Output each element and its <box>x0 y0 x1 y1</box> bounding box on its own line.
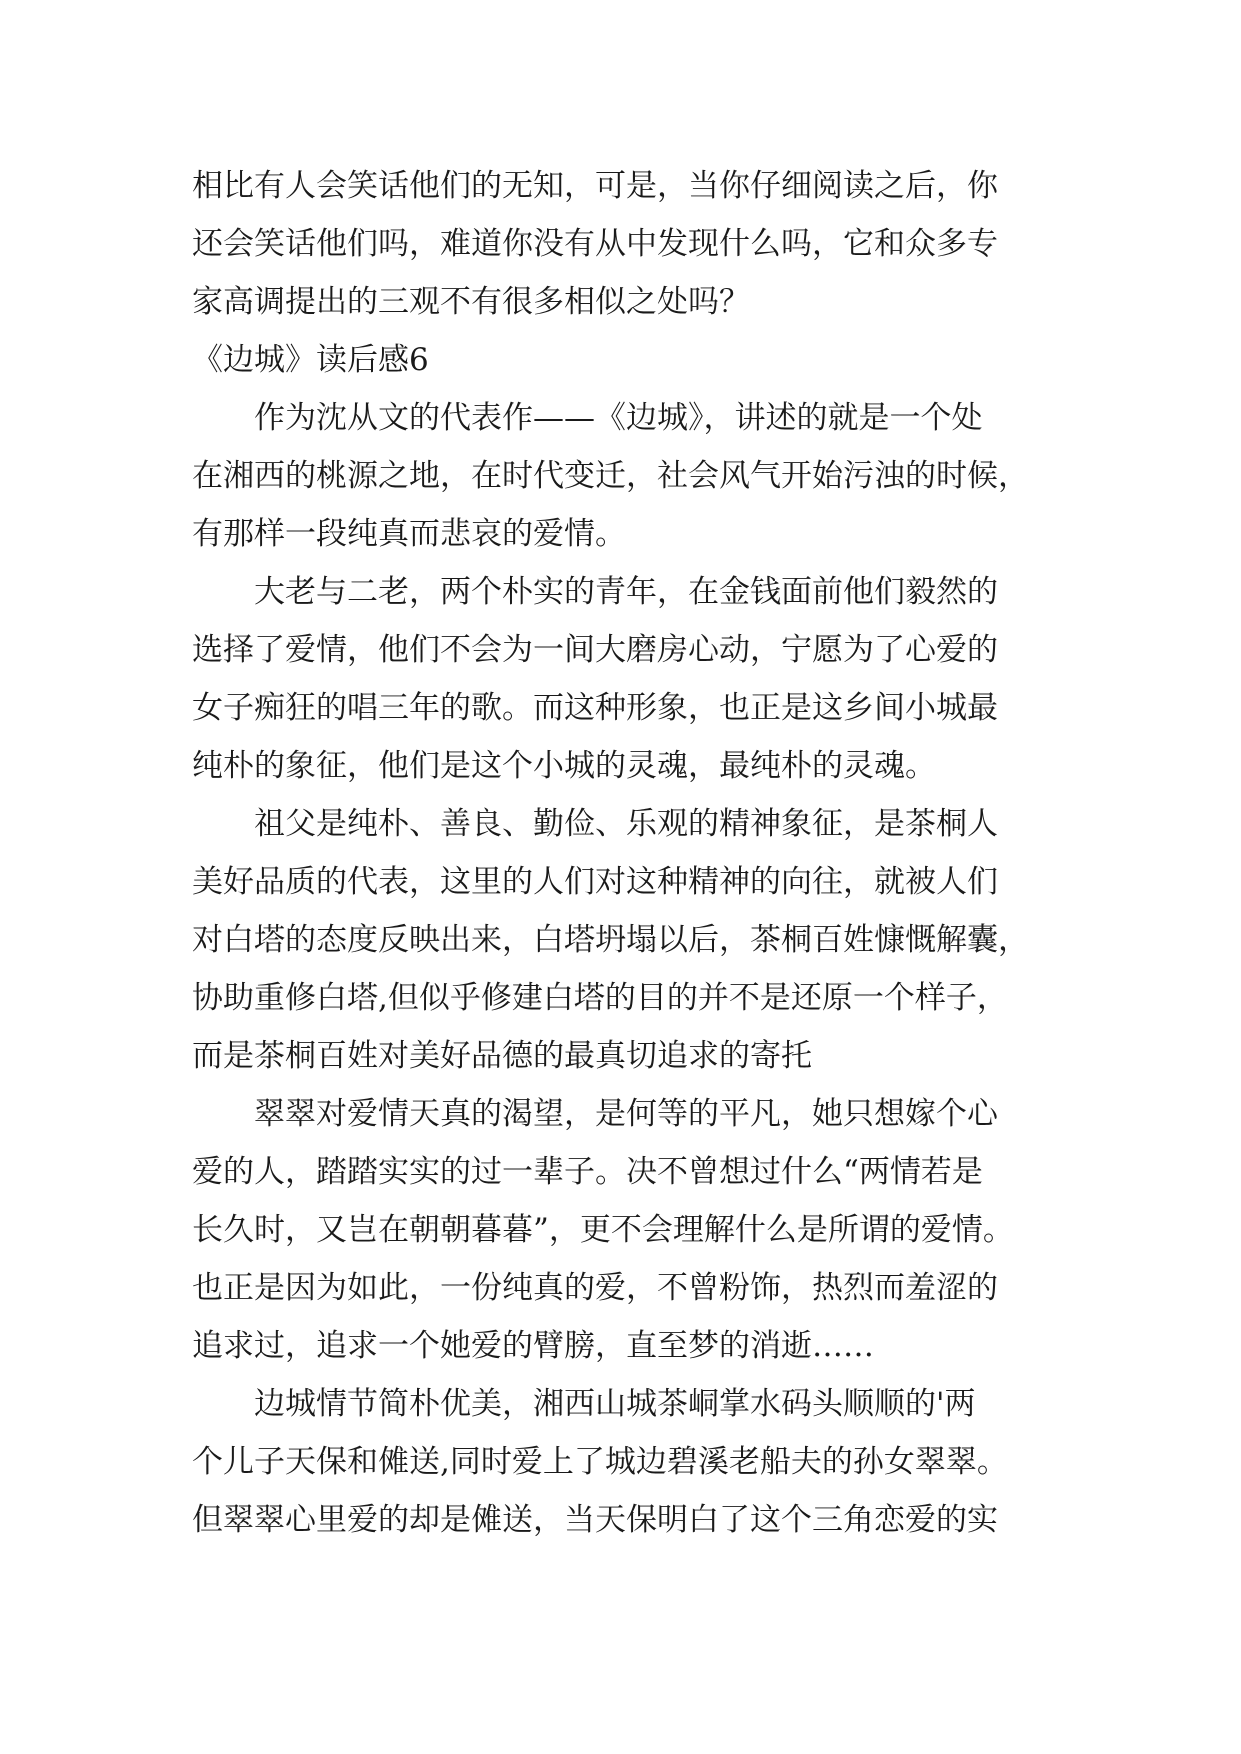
body-text-line: 也正是因为如此，一份纯真的爱，不曾粉饰，热烈而羞涩的 <box>192 1270 998 1306</box>
body-text-line: 纯朴的象征，他们是这个小城的灵魂，最纯朴的灵魂。 <box>192 748 936 784</box>
body-text-line: 选择了爱情，他们不会为一间大磨房心动，宁愿为了心爱的 <box>192 632 998 668</box>
body-text-line: 作为沈从文的代表作——《边城》，讲述的就是一个处 <box>254 400 983 436</box>
body-text-line: 祖父是纯朴、善良、勤俭、乐观的精神象征，是茶桐人 <box>254 806 998 842</box>
body-text-line: 爱的人，踏踏实实的过一辈子。决不曾想过什么“两情若是 <box>192 1154 983 1190</box>
body-text-line: 追求过，追求一个她爱的臂膀，直至梦的消逝…… <box>192 1328 874 1364</box>
body-text-line: 而是茶桐百姓对美好品德的最真切追求的寄托 <box>192 1038 812 1074</box>
body-text-line: 边城情节简朴优美，湘西山城茶峒掌水码头顺顺的'两 <box>254 1386 976 1422</box>
section-heading: 《边城》读后感6 <box>192 342 429 378</box>
body-text-line: 美好品质的代表，这里的人们对这种精神的向往，就被人们 <box>192 864 998 900</box>
body-text-line: 协助重修白塔,但似乎修建白塔的目的并不是还原一个样子， <box>192 980 1008 1016</box>
body-text-line: 还会笑话他们吗，难道你没有从中发现什么吗，它和众多专 <box>192 226 998 262</box>
body-text-line: 但翠翠心里爱的却是傩送，当天保明白了这个三角恋爱的实 <box>192 1502 998 1538</box>
body-text-line: 个儿子天保和傩送,同时爱上了城边碧溪老船夫的孙女翠翠。 <box>192 1444 1008 1480</box>
body-text-line: 翠翠对爱情天真的渴望，是何等的平凡，她只想嫁个心 <box>254 1096 998 1132</box>
body-text-line: 相比有人会笑话他们的无知，可是，当你仔细阅读之后，你 <box>192 168 998 204</box>
body-text-line: 对白塔的态度反映出来，白塔坍塌以后，茶桐百姓慷慨解囊， <box>192 922 1029 958</box>
body-text-line: 有那样一段纯真而悲哀的爱情。 <box>192 516 626 552</box>
body-text-line: 在湘西的桃源之地，在时代变迁，社会风气开始污浊的时候， <box>192 458 1029 494</box>
body-text-line: 家高调提出的三观不有很多相似之处吗？ <box>192 284 750 320</box>
body-text-line: 长久时，又岂在朝朝暮暮”，更不会理解什么是所谓的爱情。 <box>192 1212 1014 1248</box>
body-text-line: 大老与二老，两个朴实的青年，在金钱面前他们毅然的 <box>254 574 998 610</box>
body-text-line: 女子痴狂的唱三年的歌。而这种形象，也正是这乡间小城最 <box>192 690 998 726</box>
